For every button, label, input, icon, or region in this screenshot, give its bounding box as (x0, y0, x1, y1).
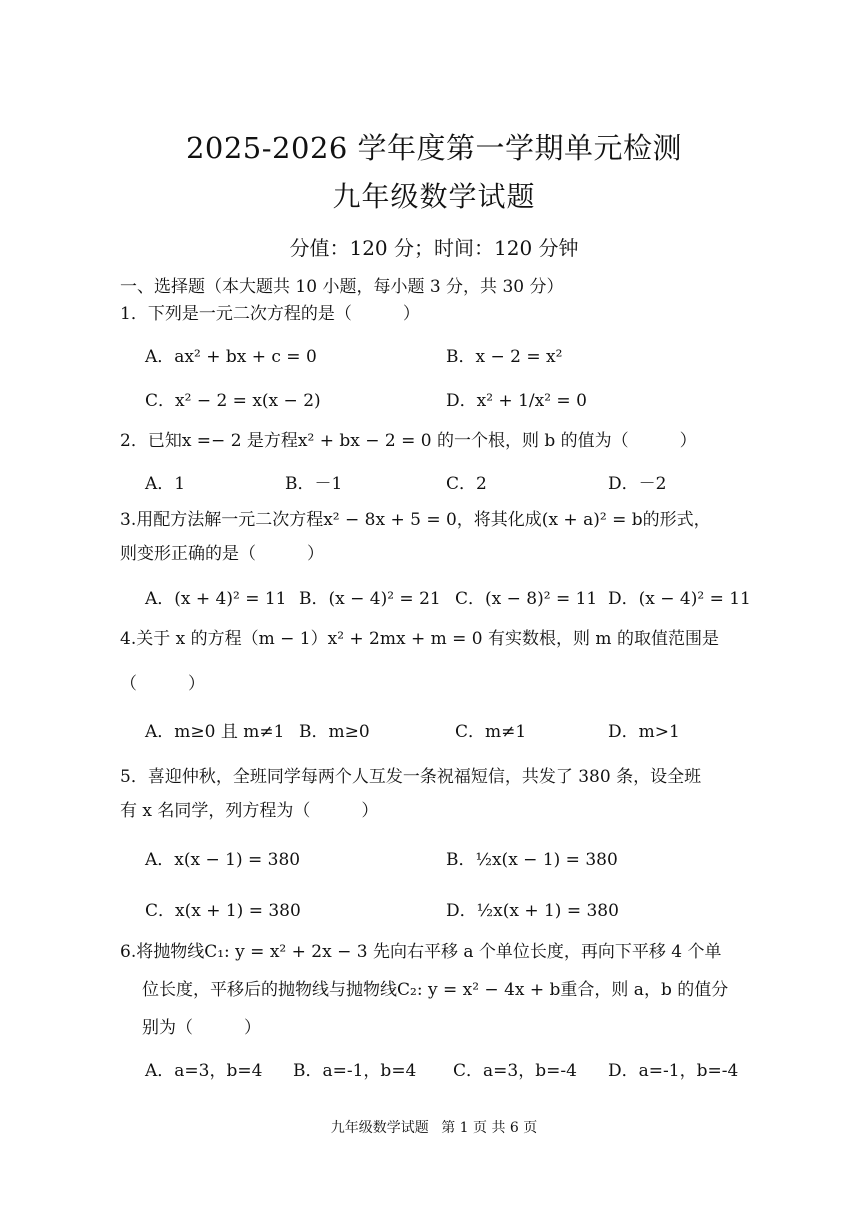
question-6-option-b: B．a=-1，b=4 (293, 1061, 417, 1081)
exam-title: 2025-2026 学年度第一学期单元检测 (185, 131, 683, 165)
question-1-option-a: A．ax² + bx + c = 0 (145, 347, 317, 367)
exam-info: 分值：120 分；时间：120 分钟 (289, 236, 579, 260)
section-heading: 一、选择题（本大题共 10 小题，每小题 3 分，共 30 分） (120, 277, 564, 297)
question-6-stem-line2: 位长度，平移后的抛物线与抛物线C₂: y = x² − 4x + b重合，则 a，b 的值分 (142, 980, 729, 1000)
question-5-option-d: D．½x(x + 1) = 380 (446, 901, 619, 921)
question-4-stem-line1: 4.关于 x 的方程（m − 1）x² + 2mx + m = 0 有实数根，则 m 的取值范围是 (120, 629, 719, 649)
question-6-stem-line1: 6.将抛物线C₁: y = x² + 2x − 3 先向右平移 a 个单位长度，再向下平移 4 个单 (120, 942, 722, 962)
question-4-option-d: D．m>1 (608, 722, 680, 742)
exam-subject: 九年级数学试题 (332, 180, 536, 213)
question-4-option-a: A．m≥0 且 m≠1 (145, 722, 285, 742)
question-3-option-d: D．(x − 4)² = 11 (608, 589, 751, 609)
question-3-option-b: B．(x − 4)² = 21 (299, 589, 441, 609)
question-5-option-c: C．x(x + 1) = 380 (145, 901, 301, 921)
question-2-option-c: C．2 (446, 474, 487, 494)
footer-page-number: 第 1 页 共 6 页 (441, 1120, 538, 1136)
question-5-stem-line2: 有 x 名同学，列方程为（ ） (120, 801, 379, 821)
question-1-stem: 1．下列是一元二次方程的是（ ） (120, 304, 420, 324)
question-5-option-a: A．x(x − 1) = 380 (145, 850, 301, 870)
question-4-option-c: C．m≠1 (455, 722, 527, 742)
question-6-option-a: A．a=3，b=4 (145, 1061, 263, 1081)
question-3-stem-line2: 则变形正确的是（ ） (120, 544, 324, 564)
question-1-option-c: C．x² − 2 = x(x − 2) (145, 391, 321, 411)
question-2-option-a: A．1 (145, 474, 186, 494)
question-4-option-b: B．m≥0 (299, 722, 370, 742)
question-6-option-d: D．a=-1，b=-4 (608, 1061, 739, 1081)
question-5-option-b: B．½x(x − 1) = 380 (446, 850, 618, 870)
question-2-stem: 2．已知x =− 2 是方程x² + bx − 2 = 0 的一个根，则 b 的值为（ ） (120, 431, 697, 451)
question-4-stem-line2: （ ） (120, 674, 205, 694)
question-2-option-b: B．－1 (285, 474, 343, 494)
page-footer (0, 1117, 868, 1137)
question-2-option-d: D．－2 (608, 474, 667, 494)
question-5-stem-line1: 5．喜迎仲秋，全班同学每两个人互发一条祝福短信，共发了 380 条，设全班 (120, 767, 702, 787)
question-6-option-c: C．a=3，b=-4 (453, 1061, 577, 1081)
question-3-stem-line1: 3.用配方法解一元二次方程x² − 8x + 5 = 0，将其化成(x + a)² = b的形式， (120, 510, 711, 530)
question-3-option-a: A．(x + 4)² = 11 (145, 589, 287, 609)
footer-subject: 九年级数学试题 (330, 1120, 429, 1136)
question-1-option-b: B．x − 2 = x² (446, 347, 563, 367)
question-3-option-c: C．(x − 8)² = 11 (455, 589, 598, 609)
question-1-option-d: D．x² + 1/x² = 0 (446, 391, 587, 411)
question-6-stem-line3: 别为（ ） (142, 1018, 261, 1038)
